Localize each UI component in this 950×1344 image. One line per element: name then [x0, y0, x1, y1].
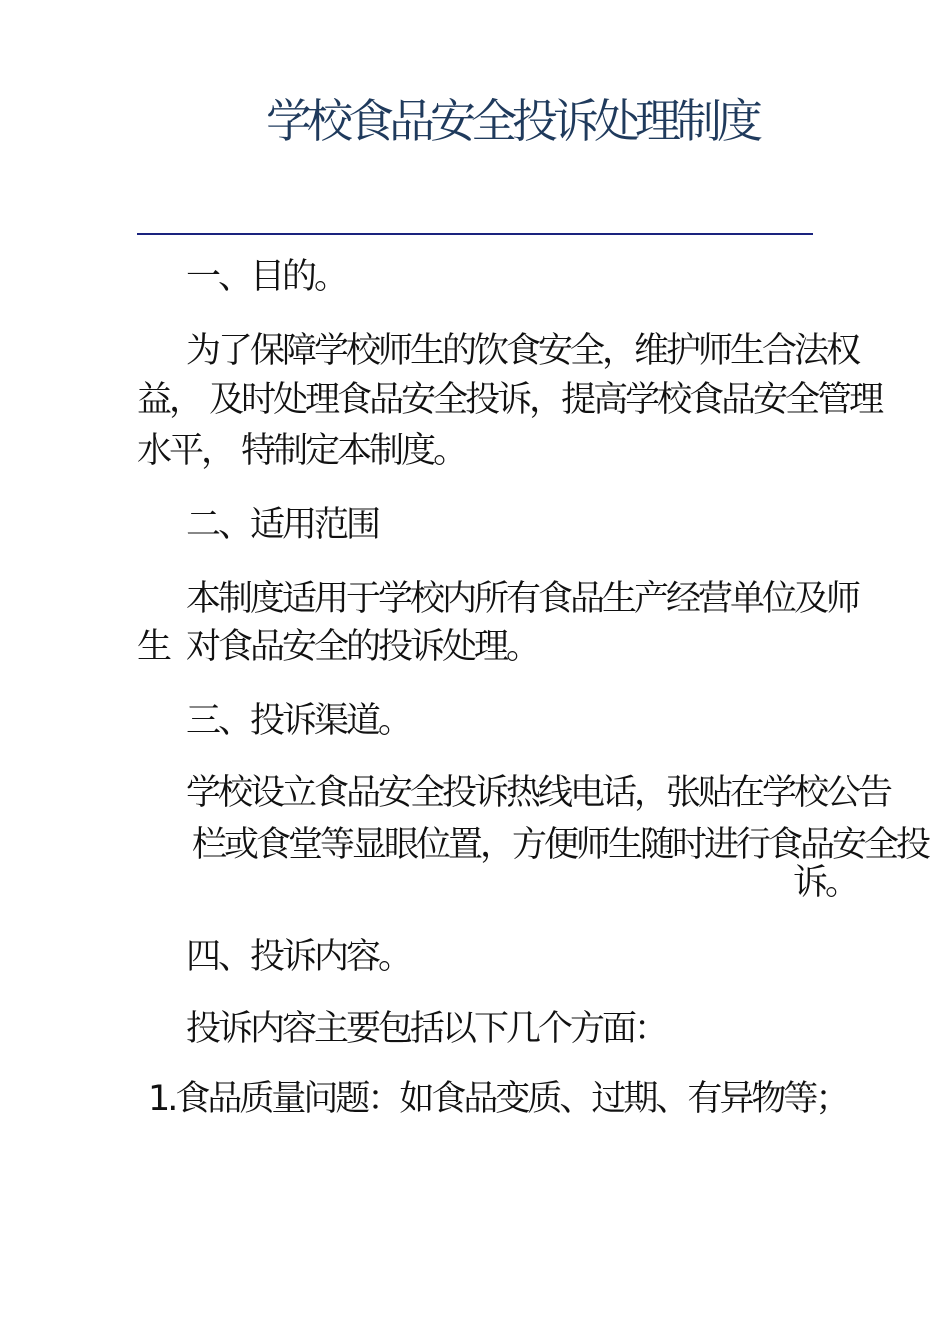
paragraph-line: 对食品安全的投诉处理。	[186, 627, 539, 667]
paragraph-line: 为了保障学校师生的饮食安全，维护师生合法权	[186, 331, 859, 371]
paragraph-line: 栏或食堂等显眼位置，方便师生随时进行食品安全投	[192, 825, 929, 865]
paragraph-line: 诉。	[793, 863, 858, 903]
section-heading-purpose: 一、目的。	[186, 257, 347, 297]
section-heading-scope: 二、适用范围	[186, 505, 379, 545]
title-divider	[137, 233, 813, 235]
document-title: 学校食品安全投诉处理制度	[266, 94, 758, 148]
paragraph-line: 水平， 特制定本制度。	[137, 431, 466, 471]
paragraph-line: 学校设立食品安全投诉热线电话，张贴在学校公告	[186, 773, 891, 813]
list-item: 1.食品质量问题：如食品变质、过期、有异物等；	[148, 1079, 848, 1119]
section-heading-content: 四、投诉内容。	[186, 937, 411, 977]
paragraph-line: 生	[137, 627, 170, 667]
section-heading-channels: 三、投诉渠道。	[186, 701, 411, 741]
paragraph-line: 本制度适用于学校内所有食品生产经营单位及师	[186, 579, 859, 619]
paragraph-line: 投诉内容主要包括以下几个方面：	[186, 1009, 667, 1049]
paragraph-line: 益， 及时处理食品安全投诉，提高学校食品安全管理	[137, 380, 882, 420]
